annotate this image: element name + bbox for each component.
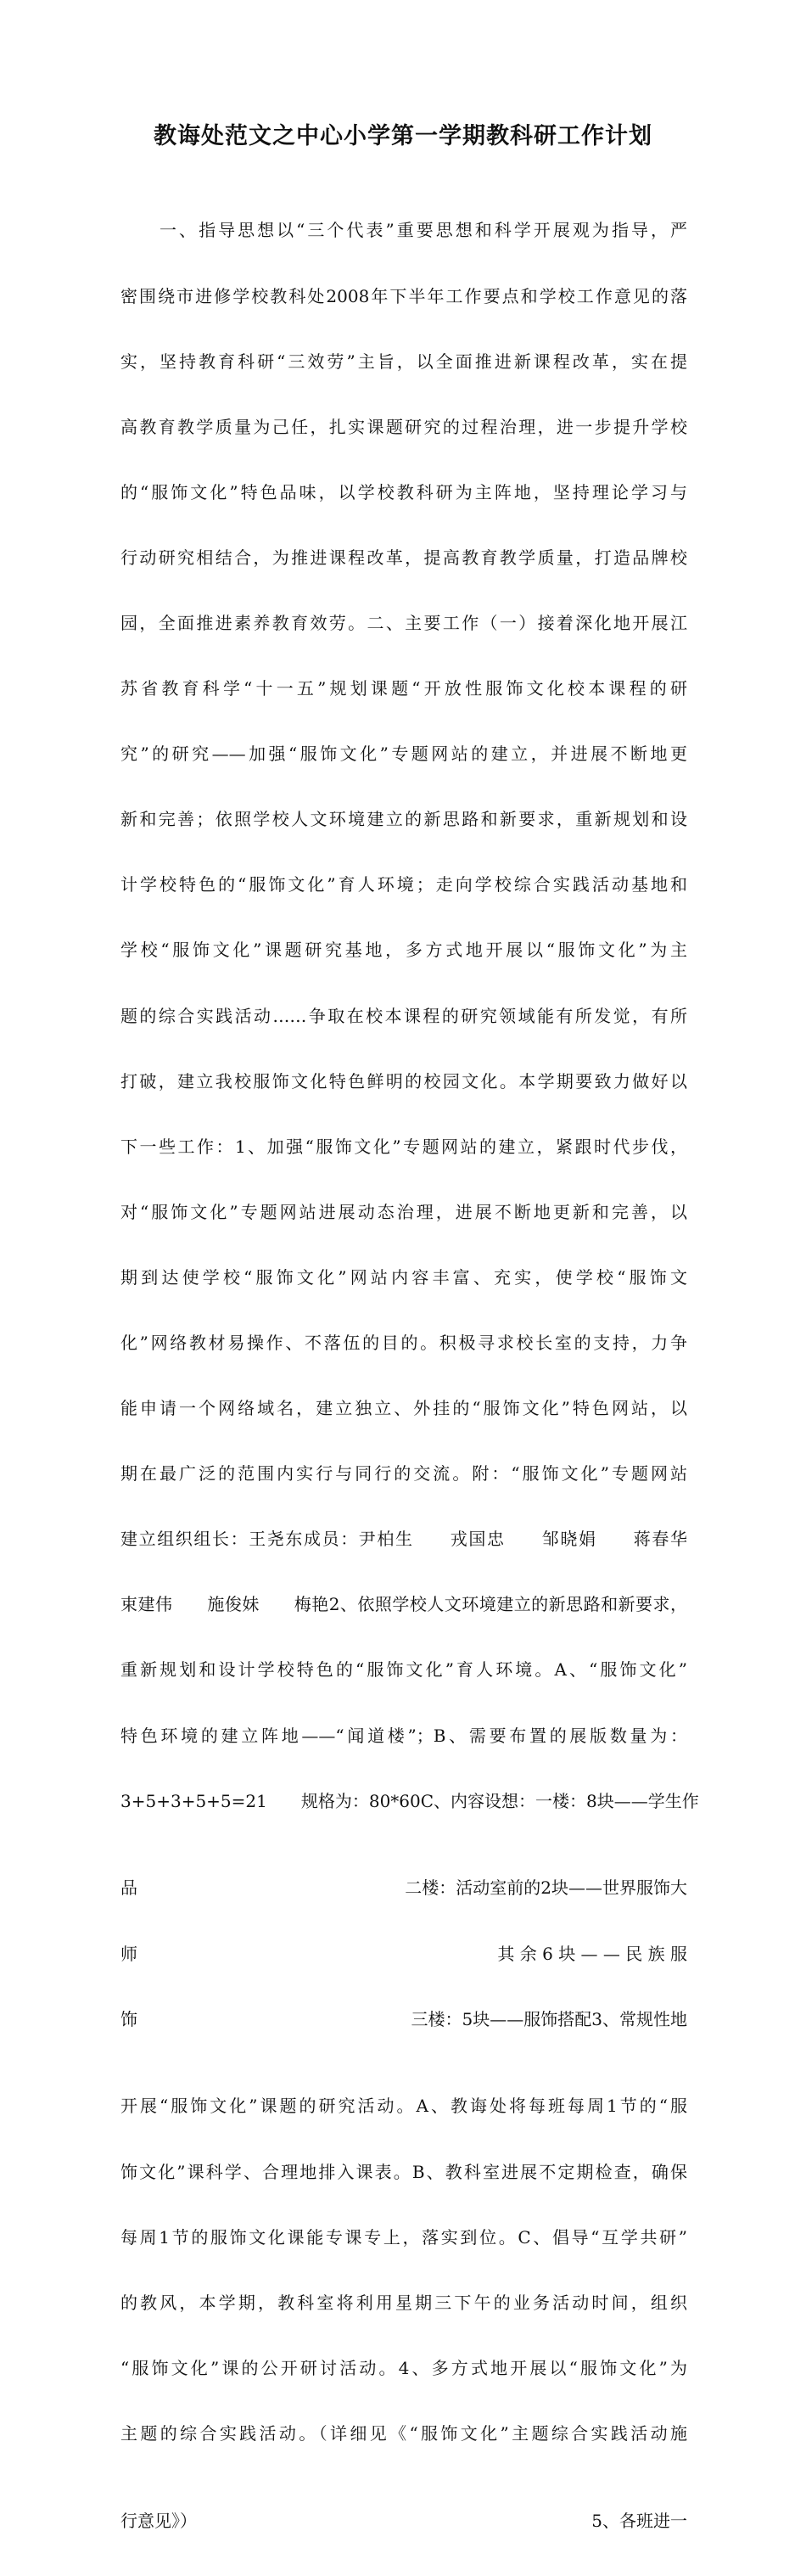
body-line: 苏省教育科学“十一五”规划课题“开放性服饰文化校本课程的研 [120,678,687,699]
body-line-split [120,2009,687,2031]
body-line: 题的综合实践活动……争取在校本课程的研究领域能有所发觉，有所 [120,1005,687,1026]
body-line: 束建伟 施俊妹 梅艳2、依照学校人文环境建立的新思路和新要求， [120,1594,687,1615]
document-body [120,177,699,2576]
body-line: 期到达使学校“服饰文化”网站内容丰富、充实，使学校“服饰文 [120,1266,687,1288]
body-line: 学校“服饰文化”课题研究基地，多方式地开展以“服饰文化”为主 [120,940,687,961]
body-line: 每周1节的服饰文化课能专课专上，落实到位。C、倡导“互学共研” [120,2226,687,2248]
body-line: 一、指导思想以“三个代表”重要思想和科学开展观为指导，严 [120,220,687,241]
body-line: 高教育教学质量为己任，扎实课题研究的过程治理，进一步提升学校 [120,416,687,437]
body-line: 饰文化”课科学、合理地排入课表。B、教科室进展不定期检查，确保 [120,2161,687,2182]
body-line-right: 5、各班进一 [591,2510,687,2531]
body-line: 能申请一个网络域名，建立独立、外挂的“服饰文化”特色网站，以 [120,1398,687,1419]
body-line: 对“服饰文化”专题网站进展动态治理，进展不断地更新和完善，以 [120,1201,687,1222]
body-line-split [120,1944,687,1966]
body-line-split [120,1877,687,1900]
body-line: 计学校特色的“服饰文化”育人环境；走向学校综合实践活动基地和 [120,874,687,895]
body-line: 园，全面推进素养教育效劳。二、主要工作（一）接着深化地开展江 [120,612,687,633]
body-line: 打破，建立我校服饰文化特色鲜明的校园文化。本学期要致力做好以 [120,1070,687,1092]
body-line: 新和完善；依照学校人文环境建立的新思路和新要求，重新规划和设 [120,809,687,830]
body-line: 行动研究相结合，为推进课程改革，提高教育教学质量，打造品牌校 [120,547,687,568]
body-line-right: 二楼：活动室前的2块——世界服饰大 [405,1877,687,1899]
body-line-left: 行意见》） [120,2510,197,2531]
body-line: 期在最广泛的范围内实行与同行的交流。附：“服饰文化”专题网站 [120,1463,687,1484]
body-line: 究”的研究——加强“服饰文化”专题网站的建立，并进展不断地更 [120,744,687,765]
body-line: 实，坚持教育科研“三效劳”主旨，以全面推进新课程改革，实在提 [120,351,687,372]
body-line-right: 三楼：5块——服饰搭配3、常规性地 [411,2008,687,2029]
body-line: 密围绕市进修学校教科处2008年下半年工作要点和学校工作意见的落 [120,285,687,306]
body-line: 的“服饰文化”特色品味，以学校教科研为主阵地，坚持理论学习与 [120,481,687,502]
document-title: 教诲处范文之中心小学第一学期教科研工作计划 [154,123,652,149]
body-line: 化”网络教材易操作、不落伍的目的。积极寻求校长室的支持，力争 [120,1333,687,1353]
body-line-left: 饰 [120,2008,137,2029]
body-line: 下一些工作：1、加强“服饰文化”专题网站的建立，紧跟时代步伐， [120,1136,687,1157]
body-line: 建立组织组长：王尧东成员：尹柏生 戎国忠 邹晓娟 蒋春华 [120,1529,687,1550]
body-line: “服饰文化”课的公开研讨活动。4、多方式地开展以“服饰文化”为 [120,2357,687,2378]
body-line-left: 品 [120,1877,137,1899]
body-line-split [120,2511,687,2533]
body-line: 的教风，本学期，教科室将利用星期三下午的业务活动时间，组织 [120,2292,687,2313]
body-line-left: 师 [120,1943,137,1964]
body-line: 重新规划和设计学校特色的“服饰文化”育人环境。A、“服饰文化” [120,1659,687,1681]
body-line-right: 其 余 6 块 — — 民 族 服 [497,1943,687,1964]
body-line: 开展“服饰文化”课题的研究活动。A、教诲处将每班每周1节的“服 [120,2096,687,2117]
body-line: 3+5+3+5+5=21 规格为：80*60C、内容设想：一楼：8块——学生作 [120,1790,699,1811]
body-line: 特色环境的建立阵地——“闻道楼”；B、需要布置的展版数量为： [120,1725,687,1746]
body-line: 主题的综合实践活动。（详细见《“服饰文化”主题综合实践活动施 [120,2422,687,2444]
